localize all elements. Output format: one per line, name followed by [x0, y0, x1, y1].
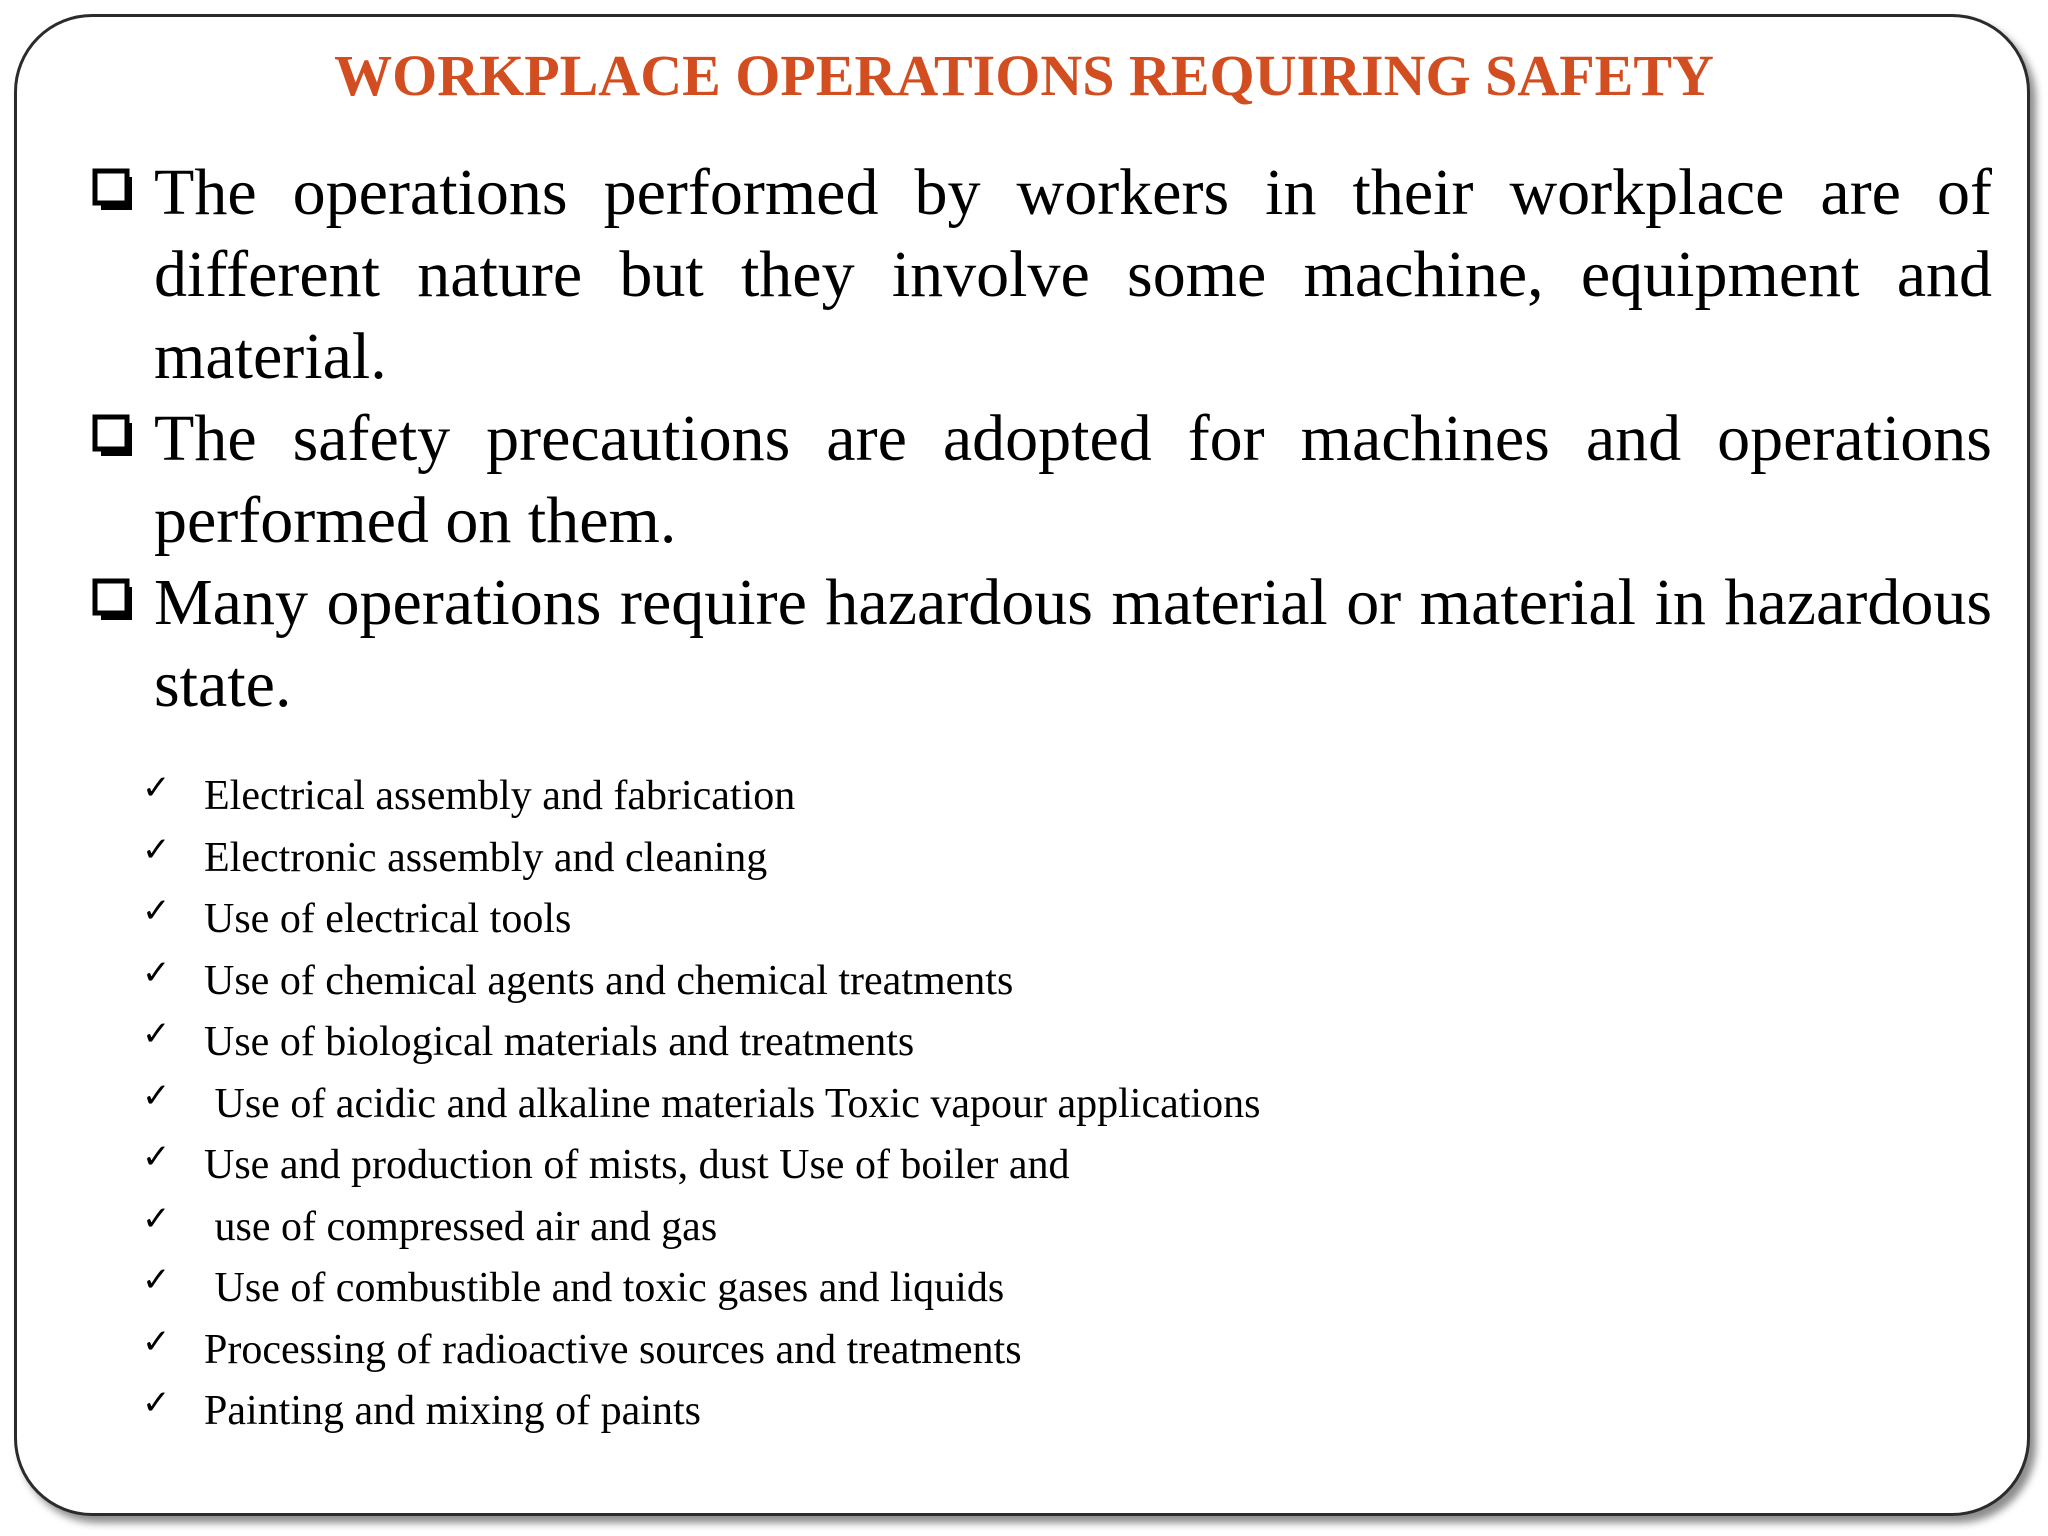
- checklist-item: [142, 1320, 1942, 1382]
- checklist-text: Use of combustible and toxic gases and liquids: [204, 1265, 1005, 1311]
- square-bullet-icon: [92, 414, 136, 458]
- checklist-item: [142, 828, 1942, 890]
- checklist-text: Use of electrical tools: [204, 896, 572, 942]
- checkmark-icon: ✓: [142, 1198, 171, 1239]
- checkmark-icon: ✓: [142, 1075, 171, 1116]
- checklist-text: Electrical assembly and fabrication: [204, 773, 796, 819]
- checklist-text: Electronic assembly and cleaning: [204, 834, 768, 881]
- checklist-item: [142, 1258, 1942, 1320]
- checklist-text: Painting and mixing of paints: [204, 1388, 701, 1434]
- checkmark-icon: ✓: [142, 952, 171, 993]
- bullet-list: [92, 152, 1992, 726]
- checklist-item: [142, 1074, 1942, 1136]
- checkmark-icon: ✓: [142, 829, 171, 870]
- bullet-item: [92, 562, 1992, 726]
- checklist-item: [142, 1381, 1942, 1443]
- bullet-text: Many operations require hazardous material or material in hazardous state.: [154, 566, 1992, 721]
- checklist-item: [142, 1197, 1942, 1259]
- checklist-item: [142, 766, 1942, 828]
- square-bullet-icon: [92, 578, 136, 622]
- bullet-text: The safety precautions are adopted for machines and operations performed on them.: [154, 402, 1992, 557]
- checklist-item: [142, 889, 1942, 951]
- checklist-item: [142, 1135, 1942, 1197]
- checklist-item: [142, 1012, 1942, 1074]
- checklist-text: use of compressed air and gas: [204, 1203, 718, 1250]
- checkmark-icon: ✓: [142, 1137, 171, 1177]
- checklist-text: Use of acidic and alkaline materials Toxic vapour applications: [204, 1080, 1261, 1127]
- bullet-item: [92, 152, 1992, 398]
- checkmark-icon: ✓: [142, 1014, 171, 1054]
- checkmark-icon: ✓: [142, 891, 171, 931]
- slide-title: WORKPLACE OPERATIONS REQUIRING SAFETY: [334, 43, 1714, 108]
- checkmark-icon: ✓: [142, 768, 171, 808]
- bullet-text: The operations performed by workers in their workplace are of different nature but they involve some machine, equipment and material.: [154, 156, 1992, 393]
- checklist-text: Processing of radioactive sources and treatments: [204, 1326, 1022, 1373]
- checkmark-icon: ✓: [142, 1321, 171, 1362]
- bullet-item: [92, 398, 1992, 562]
- checkmark-icon: ✓: [142, 1260, 171, 1300]
- checklist: [142, 766, 1942, 1443]
- checklist-item: [142, 951, 1942, 1013]
- checkmark-icon: ✓: [142, 1383, 171, 1423]
- checklist-text: Use of biological materials and treatments: [204, 1019, 915, 1065]
- checklist-text: Use and production of mists, dust Use of boiler and: [204, 1142, 1070, 1188]
- square-bullet-icon: [92, 168, 136, 212]
- checklist-text: Use of chemical agents and chemical treatments: [204, 957, 1014, 1004]
